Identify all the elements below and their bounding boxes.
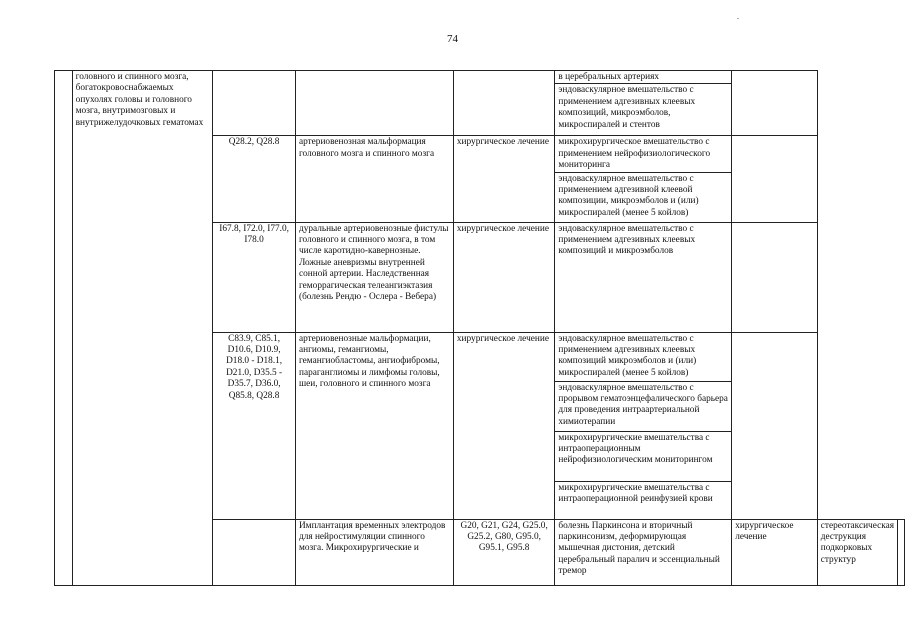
treatment-cell: хирургическое лечение — [453, 222, 555, 332]
method-cell: эндоваскулярное вмешательство с прорывом гематоэнцефалического барьера для проведения интраартериальной химиотерапии — [555, 381, 732, 431]
page-number: 74 — [447, 33, 458, 45]
method-cell: эндоваскулярное вмешательство с применением адгезивных клеевых композиций микроэмболов и (или) микроспиралей (менее 5 койлов) — [555, 332, 732, 381]
treatment-table — [54, 70, 905, 586]
treatment-cell: хирургическое лечение — [453, 332, 555, 519]
scan-speck — [737, 18, 739, 19]
extra-cell — [898, 519, 905, 585]
method-cell: микрохирургические вмешательства с интраоперационной реинфузией крови — [555, 481, 732, 519]
extra-cell — [732, 222, 818, 332]
method-cell: в церебральных артериях — [555, 71, 732, 84]
method-cell: эндоваскулярное вмешательство с применением адгезивных клеевых композиций, микроэмболов, микроспиралей и стентов — [555, 84, 732, 136]
number-cell — [55, 71, 73, 586]
extra-cell — [732, 136, 818, 222]
group-cell: Имплантация временных электродов для нейростимуляции спинного мозга. Микрохирургические и — [295, 519, 453, 585]
number-cell — [213, 519, 296, 585]
extra-cell — [732, 332, 818, 519]
method-cell: микрохирургическое вмешательство с применением нейрофизиологического мониторинга — [555, 136, 732, 172]
table-row — [55, 71, 905, 84]
method-cell: стереотаксическая деструкция подкорковых структур — [817, 519, 897, 585]
codes-cell: I67.8, I72.0, I77.0, I78.0 — [213, 222, 296, 332]
model-cell — [295, 71, 453, 136]
model-cell: артериовенозная мальформация головного мозга и спинного мозга — [295, 136, 453, 222]
model-cell: артериовенозные мальформации, ангиомы, гемангиомы, гемангиобластомы, ангиофибромы, параганглиомы и лимфомы головы, шеи, головного и спинного мозга — [295, 332, 453, 519]
treatment-cell — [453, 71, 555, 136]
codes-cell: C83.9, C85.1, D10.6, D10.9, D18.0 - D18.1, D21.0, D35.5 - D35.7, D36.0, Q85.8, Q28.8 — [213, 332, 296, 519]
codes-cell: Q28.2, Q28.8 — [213, 136, 296, 222]
method-cell: эндоваскулярное вмешательство с применением адгезивных клеевых композиций и микроэмболов — [555, 222, 732, 332]
method-cell: микрохирургические вмешательства с интраоперационным нейрофизиологическим мониторингом — [555, 431, 732, 481]
model-cell: дуральные артериовенозные фистулы головного и спинного мозга, в том числе каротидно-кавернозные. Ложные аневризмы внутренней сонной артерии. Наследственная геморрагическая телеангиэктазия (болезнь Рендю - Ослера - Вебера) — [295, 222, 453, 332]
codes-cell — [213, 71, 296, 136]
treatment-cell: хирургическое лечение — [453, 136, 555, 222]
treatment-cell: хирургическое лечение — [732, 519, 818, 585]
method-cell: эндоваскулярное вмешательство с применением адгезивной клеевой композиции, микроэмболов и (или) микроспиралей (менее 5 койлов) — [555, 172, 732, 222]
codes-cell: G20, G21, G24, G25.0, G25.2, G80, G95.0, G95.1, G95.8 — [453, 519, 555, 585]
group-cell: головного и спинного мозга, богатокровоснабжаемых опухолях головы и головного мозга, внутримозговых и внутрижелудочковых гематомах — [72, 71, 213, 586]
model-cell: болезнь Паркинсона и вторичный паркинсонизм, деформирующая мышечная дистония, детский церебральный паралич и эссенциальный тремор — [555, 519, 732, 585]
extra-cell — [732, 71, 818, 136]
